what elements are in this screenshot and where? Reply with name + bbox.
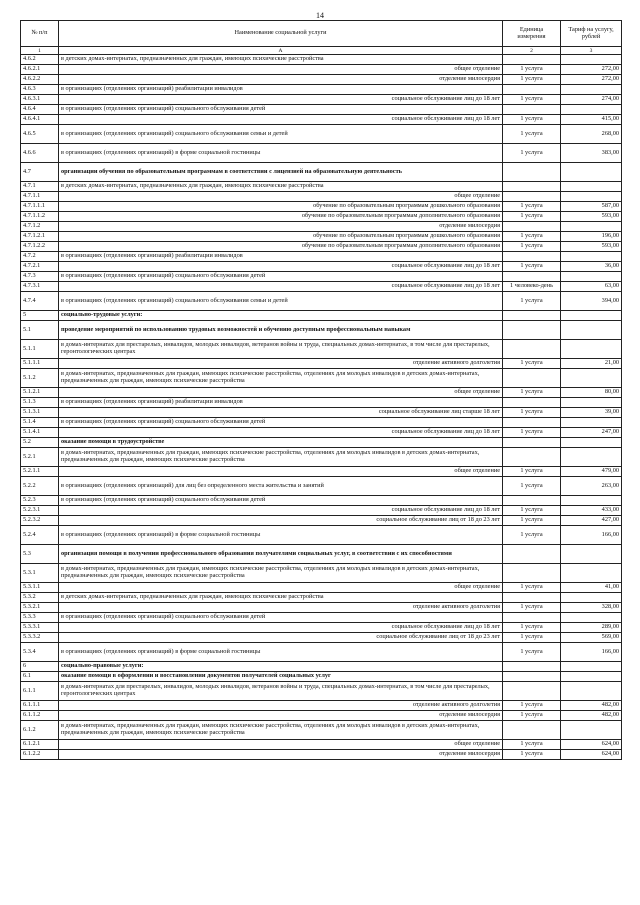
table-row <box>21 593 622 603</box>
table-row <box>21 105 622 115</box>
column-index: 1 <box>21 47 59 55</box>
table-row <box>21 750 622 760</box>
unit-of-measure <box>503 222 561 232</box>
service-name: общее отделение <box>59 192 503 202</box>
tariff-value <box>561 272 622 282</box>
tariff-value: 383,00 <box>561 144 622 163</box>
table-row <box>21 125 622 144</box>
service-name: в организациях (отделениях организаций) социального обслуживания семьи и детей <box>59 125 503 144</box>
table-row <box>21 85 622 95</box>
header-name: Наименование социальной услуги <box>59 21 503 47</box>
row-number: 6.1.1.2 <box>21 711 59 721</box>
tariff-table <box>20 20 622 760</box>
row-number: 5.1.1.1 <box>21 359 59 369</box>
table-row <box>21 721 622 740</box>
unit-of-measure <box>503 564 561 583</box>
row-number: 4.6.5 <box>21 125 59 144</box>
service-name: отделение милосердия <box>59 711 503 721</box>
service-name: в организациях (отделениях организаций) в форме социальной гостиницы <box>59 144 503 163</box>
tariff-value <box>561 252 622 262</box>
service-name: общее отделение <box>59 740 503 750</box>
tariff-value: 593,00 <box>561 212 622 222</box>
column-index-row <box>21 47 622 55</box>
table-row <box>21 232 622 242</box>
row-number: 4.7 <box>21 163 59 182</box>
tariff-value: 41,00 <box>561 583 622 593</box>
unit-of-measure <box>503 163 561 182</box>
unit-of-measure: 1 услуга <box>503 115 561 125</box>
table-row <box>21 95 622 105</box>
row-number: 5.2.3.1 <box>21 506 59 516</box>
service-name: социально-трудовые услуги: <box>59 311 503 321</box>
tariff-value <box>561 340 622 359</box>
table-row <box>21 506 622 516</box>
table-row <box>21 633 622 643</box>
tariff-value: 587,00 <box>561 202 622 212</box>
service-name: отделение активного долголетия <box>59 603 503 613</box>
tariff-value <box>561 321 622 340</box>
row-number: 5.3.2.1 <box>21 603 59 613</box>
tariff-value: 80,00 <box>561 388 622 398</box>
service-name: социальное обслуживание лиц от 18 до 23 лет <box>59 516 503 526</box>
unit-of-measure <box>503 55 561 65</box>
service-name: обучение по образовательным программам дошкольного образования <box>59 232 503 242</box>
table-row <box>21 311 622 321</box>
table-row <box>21 182 622 192</box>
unit-of-measure <box>503 418 561 428</box>
tariff-value: 272,00 <box>561 65 622 75</box>
row-number: 5.1.4 <box>21 418 59 428</box>
tariff-value <box>561 672 622 682</box>
tariff-value <box>561 105 622 115</box>
unit-of-measure: 1 услуга <box>503 202 561 212</box>
row-number: 5.3 <box>21 545 59 564</box>
tariff-value: 427,00 <box>561 516 622 526</box>
unit-of-measure: 1 услуга <box>503 408 561 418</box>
row-number: 4.7.1.2.1 <box>21 232 59 242</box>
service-name: в организациях (отделениях организаций) в форме социальной гостиницы <box>59 643 503 662</box>
unit-of-measure <box>503 85 561 95</box>
header-num: № п/п <box>21 21 59 47</box>
table-row <box>21 467 622 477</box>
service-name: обучение по образовательным программам дополнительного образования <box>59 242 503 252</box>
table-row <box>21 115 622 125</box>
unit-of-measure: 1 услуга <box>503 65 561 75</box>
tariff-value: 479,00 <box>561 467 622 477</box>
row-number: 4.6.4.1 <box>21 115 59 125</box>
service-name: социально-правовые услуги: <box>59 662 503 672</box>
tariff-value: 415,00 <box>561 115 622 125</box>
service-name: организации обучения по образовательным программам в соответствии с лицензией на образовательную деятельность <box>59 163 503 182</box>
service-name: социальное обслуживание лиц от 18 до 23 лет <box>59 633 503 643</box>
unit-of-measure: 1 услуга <box>503 623 561 633</box>
table-row <box>21 408 622 418</box>
unit-of-measure: 1 услуга <box>503 603 561 613</box>
service-name: в организациях (отделениях организаций) реабилитации инвалидов <box>59 85 503 95</box>
service-name: в детских домах-интернатах, предназначенных для граждан, имеющих психические расстройства <box>59 182 503 192</box>
table-row <box>21 192 622 202</box>
unit-of-measure <box>503 340 561 359</box>
unit-of-measure: 1 услуга <box>503 292 561 311</box>
service-name: в домах-интернатах, предназначенных для граждан, имеющих психические расстройства, отделениях для молодых инвалидов в детских домах-интернатах, предназначенных для граждан, имеющих психические расстройства <box>59 721 503 740</box>
unit-of-measure: 1 услуга <box>503 75 561 85</box>
service-name: в организациях (отделениях организаций) реабилитации инвалидов <box>59 398 503 408</box>
unit-of-measure: 1 услуга <box>503 125 561 144</box>
unit-of-measure: 1 услуга <box>503 740 561 750</box>
row-number: 4.6.3 <box>21 85 59 95</box>
tariff-value <box>561 564 622 583</box>
unit-of-measure: 1 услуга <box>503 583 561 593</box>
tariff-value: 624,00 <box>561 740 622 750</box>
service-name: организация помощи в получении профессионального образования получателями социальных услуг, в соответствии с их способностями <box>59 545 503 564</box>
service-name: в организациях (отделениях организаций) реабилитации инвалидов <box>59 252 503 262</box>
service-name: проведение мероприятий по использованию трудовых возможностей и обучению доступным профессиональным навыкам <box>59 321 503 340</box>
unit-of-measure: 1 услуга <box>503 701 561 711</box>
row-number: 5.3.1.1 <box>21 583 59 593</box>
unit-of-measure <box>503 311 561 321</box>
row-number: 4.6.4 <box>21 105 59 115</box>
service-name: в домах-интернатах, предназначенных для граждан, имеющих психические расстройства, отделениях для молодых инвалидов в детских домах-интернатах, предназначенных для граждан, имеющих психические расстройства <box>59 564 503 583</box>
unit-of-measure <box>503 545 561 564</box>
row-number: 5 <box>21 311 59 321</box>
service-name: оказание помощи в оформлении и восстановлении документов получателей социальных услуг <box>59 672 503 682</box>
service-name: социальное обслуживание лиц до 18 лет <box>59 95 503 105</box>
row-number: 4.7.1.2 <box>21 222 59 232</box>
table-row <box>21 672 622 682</box>
row-number: 4.7.2.1 <box>21 262 59 272</box>
row-number: 5.1.2 <box>21 369 59 388</box>
unit-of-measure: 1 услуга <box>503 95 561 105</box>
table-row <box>21 222 622 232</box>
header-tariff: Тариф на услугу, рублей <box>561 21 622 47</box>
tariff-value: 196,00 <box>561 232 622 242</box>
tariff-value: 166,00 <box>561 526 622 545</box>
service-name: общее отделение <box>59 388 503 398</box>
row-number: 4.7.1.1 <box>21 192 59 202</box>
service-name: отделение активного долголетия <box>59 701 503 711</box>
tariff-value: 593,00 <box>561 242 622 252</box>
service-name: общее отделение <box>59 65 503 75</box>
table-row <box>21 144 622 163</box>
service-name: отделение милосердия <box>59 75 503 85</box>
row-number: 5.1.2.1 <box>21 388 59 398</box>
tariff-value: 272,00 <box>561 75 622 85</box>
service-name: социальное обслуживание лиц до 18 лет <box>59 623 503 633</box>
column-index: A <box>59 47 503 55</box>
unit-of-measure: 1 услуга <box>503 516 561 526</box>
unit-of-measure: 1 услуга <box>503 242 561 252</box>
service-name: общее отделение <box>59 467 503 477</box>
tariff-value: 268,00 <box>561 125 622 144</box>
row-number: 4.7.2 <box>21 252 59 262</box>
unit-of-measure <box>503 192 561 202</box>
table-row <box>21 496 622 506</box>
service-name: социальное обслуживание лиц до 18 лет <box>59 428 503 438</box>
table-row <box>21 701 622 711</box>
tariff-value <box>561 85 622 95</box>
table-row <box>21 623 622 633</box>
tariff-value: 274,00 <box>561 95 622 105</box>
service-name: в домах-интернатах, предназначенных для граждан, имеющих психические расстройства, отделениях для молодых инвалидов в детских домах-интернатах, предназначенных для граждан, имеющих психические расстройства <box>59 448 503 467</box>
row-number: 5.1.1 <box>21 340 59 359</box>
row-number: 4.6.2.2 <box>21 75 59 85</box>
unit-of-measure: 1 услуга <box>503 467 561 477</box>
table-row <box>21 643 622 662</box>
table-row <box>21 564 622 583</box>
tariff-value <box>561 593 622 603</box>
unit-of-measure: 1 услуга <box>503 388 561 398</box>
table-row <box>21 583 622 593</box>
tariff-value <box>561 55 622 65</box>
table-header-row <box>21 21 622 47</box>
service-name: социальное обслуживание лиц до 18 лет <box>59 282 503 292</box>
unit-of-measure: 1 услуга <box>503 643 561 662</box>
unit-of-measure <box>503 398 561 408</box>
tariff-value: 433,00 <box>561 506 622 516</box>
row-number: 6.1.1 <box>21 682 59 701</box>
table-row <box>21 448 622 467</box>
table-row <box>21 212 622 222</box>
row-number: 5.2.1 <box>21 448 59 467</box>
table-row <box>21 292 622 311</box>
table-row <box>21 388 622 398</box>
service-name: оказание помощи в трудоустройстве <box>59 438 503 448</box>
tariff-value <box>561 448 622 467</box>
row-number: 4.7.1 <box>21 182 59 192</box>
tariff-value: 263,00 <box>561 477 622 496</box>
tariff-value: 166,00 <box>561 643 622 662</box>
table-row <box>21 711 622 721</box>
table-row <box>21 282 622 292</box>
table-row <box>21 603 622 613</box>
unit-of-measure <box>503 613 561 623</box>
tariff-value: 39,00 <box>561 408 622 418</box>
row-number: 5.2 <box>21 438 59 448</box>
row-number: 6.1.1.1 <box>21 701 59 711</box>
column-index: 2 <box>503 47 561 55</box>
row-number: 5.1.3.1 <box>21 408 59 418</box>
unit-of-measure <box>503 672 561 682</box>
service-name: социальное обслуживание лиц до 18 лет <box>59 115 503 125</box>
page-number: 14 <box>316 11 324 20</box>
unit-of-measure <box>503 721 561 740</box>
table-row <box>21 340 622 359</box>
table-row <box>21 369 622 388</box>
tariff-value <box>561 418 622 428</box>
row-number: 6.1 <box>21 672 59 682</box>
table-row <box>21 613 622 623</box>
row-number: 6.1.2.1 <box>21 740 59 750</box>
table-row <box>21 428 622 438</box>
tariff-value <box>561 222 622 232</box>
table-row <box>21 477 622 496</box>
service-name: социальное обслуживание лиц до 18 лет <box>59 262 503 272</box>
row-number: 5.2.1.1 <box>21 467 59 477</box>
table-row <box>21 65 622 75</box>
header-unit: Единица измерения <box>503 21 561 47</box>
row-number: 5.3.3.2 <box>21 633 59 643</box>
row-number: 4.7.1.1.1 <box>21 202 59 212</box>
unit-of-measure <box>503 321 561 340</box>
tariff-value: 624,00 <box>561 750 622 760</box>
row-number: 4.6.6 <box>21 144 59 163</box>
service-name: отделение активного долголетия <box>59 359 503 369</box>
service-name: отделение милосердия <box>59 750 503 760</box>
table-row <box>21 418 622 428</box>
tariff-value: 482,00 <box>561 711 622 721</box>
unit-of-measure: 1 услуга <box>503 212 561 222</box>
tariff-value <box>561 662 622 672</box>
unit-of-measure <box>503 438 561 448</box>
row-number: 5.2.4 <box>21 526 59 545</box>
tariff-value <box>561 682 622 701</box>
tariff-value <box>561 496 622 506</box>
unit-of-measure <box>503 593 561 603</box>
service-name: в организациях (отделениях организаций) в форме социальной гостиницы <box>59 526 503 545</box>
tariff-value <box>561 613 622 623</box>
row-number: 5.1.3 <box>21 398 59 408</box>
tariff-value <box>561 398 622 408</box>
tariff-value <box>561 721 622 740</box>
unit-of-measure <box>503 448 561 467</box>
service-name: в организациях (отделениях организаций) социального обслуживания семьи и детей <box>59 292 503 311</box>
unit-of-measure: 1 услуга <box>503 506 561 516</box>
table-row <box>21 252 622 262</box>
unit-of-measure <box>503 105 561 115</box>
unit-of-measure: 1 услуга <box>503 711 561 721</box>
tariff-value <box>561 163 622 182</box>
tariff-value: 328,00 <box>561 603 622 613</box>
service-name: в детских домах-интернатах, предназначенных для граждан, имеющих психические расстройства <box>59 55 503 65</box>
table-row <box>21 262 622 272</box>
service-name: в домах-интернатах для престарелых, инвалидов, молодых инвалидов, ветеранов войны и труда, специальных домах-интернатах, в том числе для престарелых, геронтологических центрах <box>59 340 503 359</box>
table-row <box>21 202 622 212</box>
unit-of-measure: 1 услуга <box>503 262 561 272</box>
row-number: 5.3.1 <box>21 564 59 583</box>
table-row <box>21 163 622 182</box>
table-row <box>21 438 622 448</box>
row-number: 4.6.3.1 <box>21 95 59 105</box>
tariff-value: 569,00 <box>561 633 622 643</box>
unit-of-measure: 1 человеко-день <box>503 282 561 292</box>
row-number: 5.2.3.2 <box>21 516 59 526</box>
column-index: 3 <box>561 47 622 55</box>
tariff-value: 289,00 <box>561 623 622 633</box>
row-number: 4.7.3.1 <box>21 282 59 292</box>
row-number: 4.6.2 <box>21 55 59 65</box>
row-number: 5.2.3 <box>21 496 59 506</box>
service-name: в организациях (отделениях организаций) социального обслуживания детей <box>59 496 503 506</box>
row-number: 5.1.4.1 <box>21 428 59 438</box>
service-name: в организациях (отделениях организаций) социального обслуживания детей <box>59 613 503 623</box>
tariff-value: 21,00 <box>561 359 622 369</box>
table-row <box>21 242 622 252</box>
tariff-value: 394,00 <box>561 292 622 311</box>
unit-of-measure <box>503 272 561 282</box>
service-name: в домах-интернатах, предназначенных для граждан, имеющих психические расстройства, отделениях для молодых инвалидов в детских домах-интернатах, предназначенных для граждан, имеющих психические расстройства <box>59 369 503 388</box>
unit-of-measure <box>503 662 561 672</box>
unit-of-measure: 1 услуга <box>503 477 561 496</box>
service-name: социальное обслуживание лиц старше 18 лет <box>59 408 503 418</box>
table-row <box>21 75 622 85</box>
unit-of-measure: 1 услуга <box>503 359 561 369</box>
tariff-value <box>561 369 622 388</box>
table-row <box>21 682 622 701</box>
tariff-value <box>561 192 622 202</box>
row-number: 5.3.2 <box>21 593 59 603</box>
unit-of-measure: 1 услуга <box>503 750 561 760</box>
tariff-value <box>561 311 622 321</box>
unit-of-measure <box>503 252 561 262</box>
table-row <box>21 545 622 564</box>
row-number: 5.1 <box>21 321 59 340</box>
row-number: 6.1.2.2 <box>21 750 59 760</box>
service-name: в организациях (отделениях организаций) для лиц без определенного места жительства и занятий <box>59 477 503 496</box>
service-name: общее отделение <box>59 583 503 593</box>
service-name: в домах-интернатах для престарелых, инвалидов, молодых инвалидов, ветеранов войны и труда, специальных домах-интернатах, в том числе для престарелых, геронтологических центрах <box>59 682 503 701</box>
table-row <box>21 272 622 282</box>
table-row <box>21 359 622 369</box>
service-name: отделение милосердия <box>59 222 503 232</box>
row-number: 6.1.2 <box>21 721 59 740</box>
unit-of-measure <box>503 682 561 701</box>
unit-of-measure <box>503 496 561 506</box>
row-number: 5.3.4 <box>21 643 59 662</box>
table-row <box>21 740 622 750</box>
table-row <box>21 321 622 340</box>
row-number: 4.7.3 <box>21 272 59 282</box>
service-name: обучение по образовательным программам дошкольного образования <box>59 202 503 212</box>
tariff-value <box>561 545 622 564</box>
table-body <box>21 55 622 760</box>
tariff-value: 247,00 <box>561 428 622 438</box>
row-number: 4.7.1.2.2 <box>21 242 59 252</box>
service-name: в организациях (отделениях организаций) социального обслуживания детей <box>59 272 503 282</box>
service-name: социальное обслуживание лиц до 18 лет <box>59 506 503 516</box>
row-number: 4.7.4 <box>21 292 59 311</box>
tariff-value: 63,00 <box>561 282 622 292</box>
table-row <box>21 662 622 672</box>
service-name: обучение по образовательным программам дополнительного образования <box>59 212 503 222</box>
unit-of-measure: 1 услуга <box>503 232 561 242</box>
table-row <box>21 526 622 545</box>
tariff-value: 482,00 <box>561 701 622 711</box>
unit-of-measure <box>503 369 561 388</box>
unit-of-measure: 1 услуга <box>503 633 561 643</box>
unit-of-measure: 1 услуга <box>503 144 561 163</box>
tariff-value: 36,00 <box>561 262 622 272</box>
row-number: 5.3.3 <box>21 613 59 623</box>
row-number: 5.3.3.1 <box>21 623 59 633</box>
unit-of-measure: 1 услуга <box>503 526 561 545</box>
tariff-value <box>561 438 622 448</box>
service-name: в детских домах-интернатах, предназначенных для граждан, имеющих психические расстройства <box>59 593 503 603</box>
unit-of-measure: 1 услуга <box>503 428 561 438</box>
table-row <box>21 516 622 526</box>
table-row <box>21 398 622 408</box>
unit-of-measure <box>503 182 561 192</box>
row-number: 4.6.2.1 <box>21 65 59 75</box>
row-number: 4.7.1.1.2 <box>21 212 59 222</box>
table-row <box>21 55 622 65</box>
row-number: 6 <box>21 662 59 672</box>
service-name: в организациях (отделениях организаций) социального обслуживания детей <box>59 105 503 115</box>
row-number: 5.2.2 <box>21 477 59 496</box>
service-name: в организациях (отделениях организаций) социального обслуживания детей <box>59 418 503 428</box>
tariff-value <box>561 182 622 192</box>
